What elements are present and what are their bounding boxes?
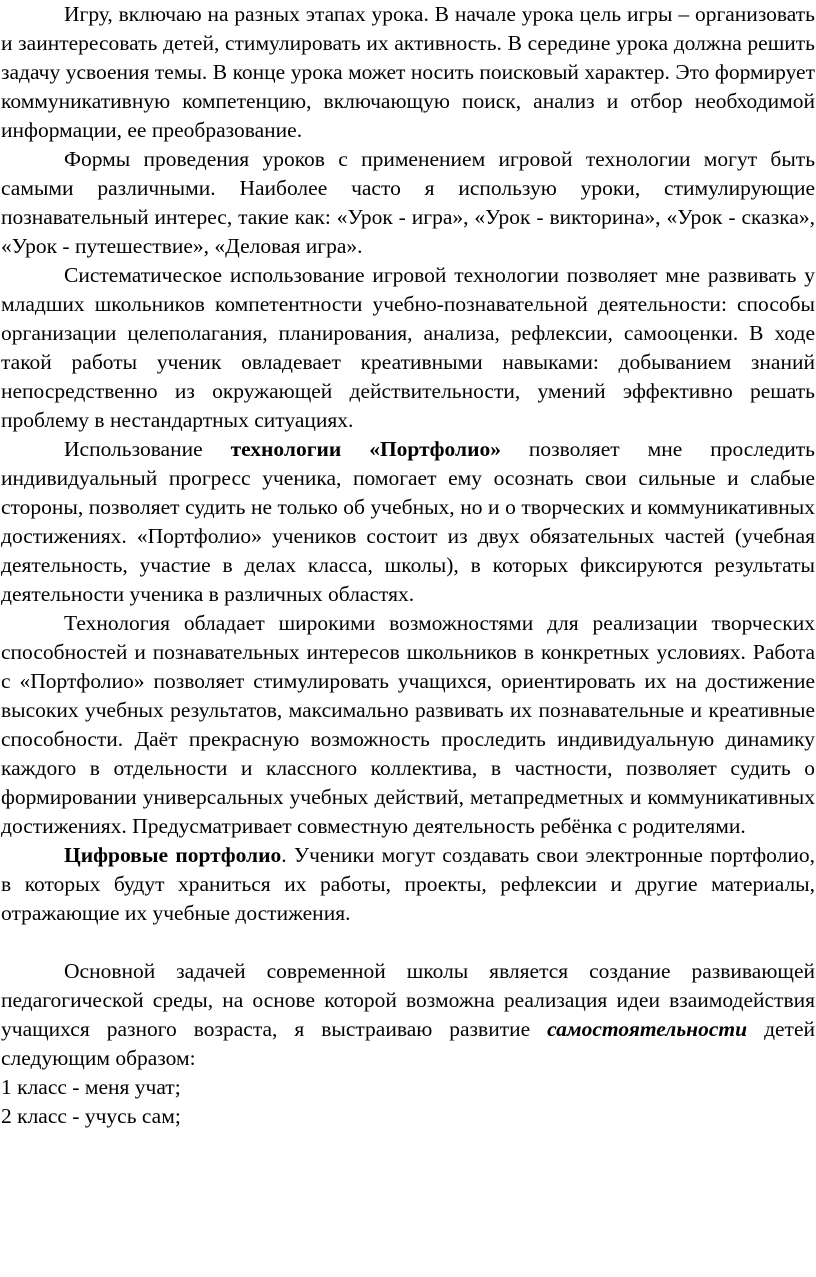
paragraph-lesson-forms: Формы проведения уроков с применением игровой технологии могут быть самыми различными. Наиболее часто я использую уроки, стимулирующие познавательный интерес, такие как: «Урок - игра», «Урок - викторина», «Урок - сказка», «Урок - путешествие», «Деловая игра». — [1, 147, 815, 258]
portfolio-technology-term: технологии «Портфолио» — [230, 437, 501, 461]
portfolio-description-text: позволяет мне проследить индивидуальный прогресс ученика, помогает ему осознать свои сильные и слабые стороны, позволяет судить не только об учебных, но и о творческих и коммуникативных достижениях. «Портфолио» учеников состоит из двух обязательных частей (учебная деятельность, участие в делах класса, школы), в которых фиксируются результаты деятельности ученика в различных областях. — [1, 437, 815, 606]
list-item-grade-1: 1 класс - меня учат; — [1, 1075, 181, 1099]
paragraph-games-in-lesson: Игру, включаю на разных этапах урока. В начале урока цель игры – организовать и заинтересовать детей, стимулировать их активность. В середине урока должна решить задачу усвоения темы. В конце урока может носить поисковый характер. Это формирует коммуникативную компетенцию, включающую поиск, анализ и отбор необходимой информации, ее преобразование. — [1, 2, 815, 142]
main-task-text: Основной задачей современной школы является создание развивающей педагогической среды, на основе которой возможна реализация идеи взаимодействия учащихся разного возраста, я выстраиваю развитие — [1, 959, 815, 1041]
list-item-grade-2: 2 класс - учусь сам; — [1, 1104, 181, 1128]
blank-line — [1, 928, 815, 957]
paragraph-systematic-use: Систематическое использование игровой технологии позволяет мне развивать у младших школьников компетентности учебно-познавательной деятельности: способы организации целеполагания, планирования, анализа, рефлексии, самооценки. В ходе такой работы ученик овладевает креативными навыками: добыванием знаний непосредственно из окружающей действительности, умений эффективно решать проблему в нестандартных ситуациях. — [1, 263, 815, 432]
paragraph-digital-portfolio — [1, 841, 815, 928]
main-task-ending: детей следующим образом: — [1, 1017, 815, 1070]
portfolio-intro-text: Использование — [64, 437, 231, 461]
paragraph-technology-opportunities: Технология обладает широкими возможностями для реализации творческих способностей и познавательных интересов школьников в конкретных условиях. Работа с «Портфолио» позволяет стимулировать учащихся, ориентировать их на достижение высоких учебных результатов, максимально развивать их познавательные и креативные способности. Даёт прекрасную возможность проследить индивидуальную динамику каждого в отдельности и классного коллектива, в частности, позволяет судить о формировании универсальных учебных действий, метапредметных и коммуникативных достижениях. Предусматривает совместную деятельность ребёнка с родителями. — [1, 611, 815, 838]
independence-term: самостоятельности — [547, 1017, 748, 1041]
digital-portfolio-term: Цифровые портфолио — [64, 843, 282, 867]
paragraph-portfolio-technology — [1, 435, 815, 609]
paragraph-main-task — [1, 957, 815, 1073]
digital-portfolio-text: . Ученики могут создавать свои электронные портфолио, в которых будут храниться их работы, проекты, рефлексии и другие материалы, отражающие их учебные достижения. — [1, 843, 816, 925]
